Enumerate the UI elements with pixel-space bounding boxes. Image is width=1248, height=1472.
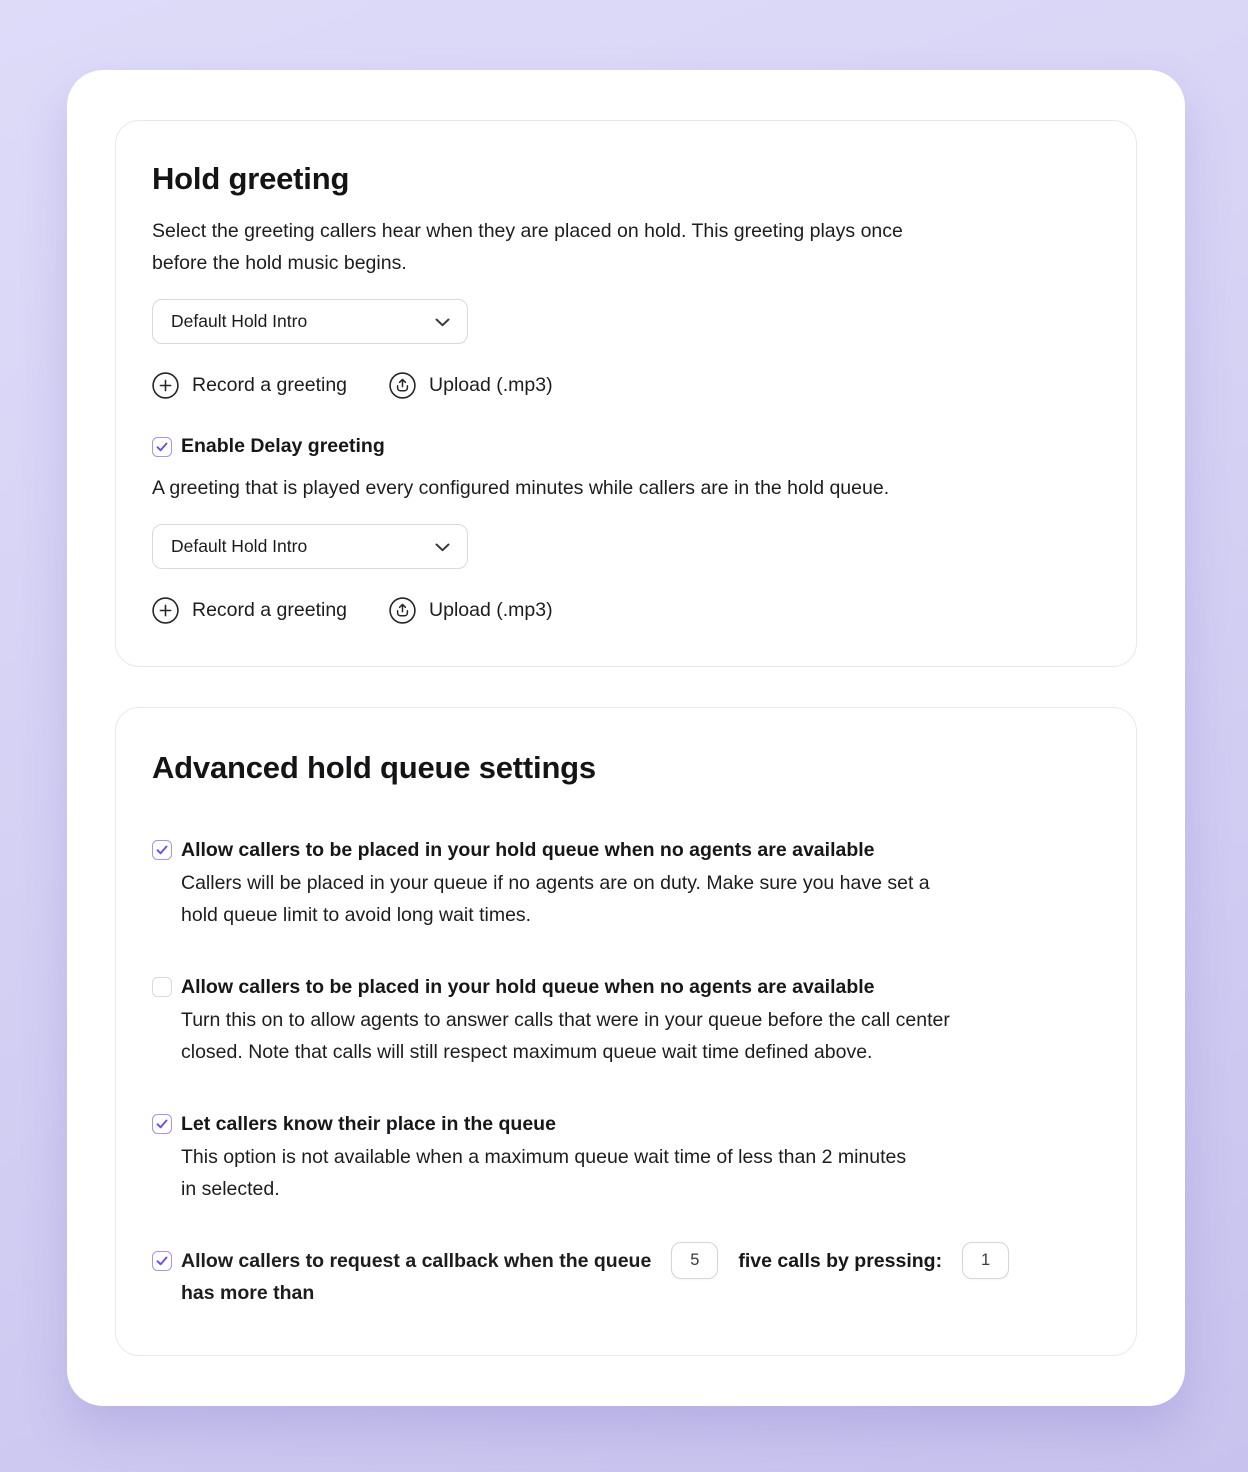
checkbox-check-icon	[156, 1256, 168, 1266]
option-place-in-queue	[152, 1108, 1100, 1205]
record-greeting-button[interactable]	[152, 372, 347, 399]
hold-greeting-title: Hold greeting	[152, 161, 350, 196]
delay-upload-greeting-button[interactable]	[389, 597, 553, 624]
advanced-settings-title: Advanced hold queue settings	[152, 750, 596, 785]
chevron-down-icon	[435, 536, 450, 557]
delay-greeting-select[interactable]	[152, 524, 468, 569]
checkbox-check-icon	[156, 1119, 168, 1129]
plus-icon	[152, 372, 179, 399]
upload-greeting-label: Upload (.mp3)	[429, 599, 553, 621]
option-label: Allow callers to request a callback when the queue has more than	[181, 1250, 652, 1304]
checkbox-check-icon	[156, 442, 168, 452]
advanced-settings-card	[115, 707, 1137, 1356]
upload-icon	[389, 372, 416, 399]
select-value: Default Hold Intro	[171, 536, 308, 556]
option-checkbox[interactable]	[152, 977, 172, 997]
upload-greeting-label: Upload (.mp3)	[429, 374, 553, 396]
enable-delay-checkbox[interactable]	[152, 437, 172, 457]
settings-panel	[67, 70, 1185, 1406]
delay-greeting-description: A greeting that is played every configured minutes while callers are in the hold queue.	[152, 477, 890, 499]
upload-icon	[389, 597, 416, 624]
option-label: Let callers know their place in the queue	[181, 1113, 556, 1135]
option-description: Turn this on to allow agents to answer calls that were in your queue before the call center closed. Note that calls will still respect maximum queue wait time defined above.	[181, 1009, 950, 1063]
record-greeting-label: Record a greeting	[192, 599, 348, 621]
option-queue-when-no-agents	[152, 834, 1100, 931]
select-value: Default Hold Intro	[171, 311, 308, 331]
option-request-callback	[152, 1245, 1100, 1309]
option-checkbox[interactable]	[152, 840, 172, 860]
option-checkbox[interactable]	[152, 1251, 172, 1271]
option-label: Allow callers to be placed in your hold queue when no agents are available	[181, 976, 875, 998]
enable-delay-label: Enable Delay greeting	[181, 435, 385, 457]
hold-greeting-description: Select the greeting callers hear when they are placed on hold. This greeting plays once before the hold music begins.	[152, 220, 903, 274]
option-description: Callers will be placed in your queue if no agents are on duty. Make sure you have set a hold queue limit to avoid long wait times.	[181, 872, 930, 926]
option-answer-after-close	[152, 971, 1100, 1068]
delay-greeting-actions	[152, 597, 1100, 624]
greeting-actions	[152, 372, 1100, 399]
option-label: Allow callers to be placed in your hold queue when no agents are available	[181, 839, 875, 861]
checkbox-check-icon	[156, 845, 168, 855]
option-checkbox[interactable]	[152, 1114, 172, 1134]
press-key-input[interactable]	[962, 1242, 1009, 1279]
upload-greeting-button[interactable]	[389, 372, 553, 399]
enable-delay-row	[152, 435, 1100, 458]
queue-size-input[interactable]	[671, 1242, 718, 1279]
hold-greeting-card	[115, 120, 1137, 667]
option-description: This option is not available when a maximum queue wait time of less than 2 minutes in selected.	[181, 1146, 907, 1200]
chevron-down-icon	[435, 311, 450, 332]
callback-between-text: five calls by pressing:	[738, 1250, 943, 1272]
delay-record-greeting-button[interactable]	[152, 597, 347, 624]
plus-icon	[152, 597, 179, 624]
hold-greeting-select[interactable]	[152, 299, 468, 344]
record-greeting-label: Record a greeting	[192, 374, 348, 396]
